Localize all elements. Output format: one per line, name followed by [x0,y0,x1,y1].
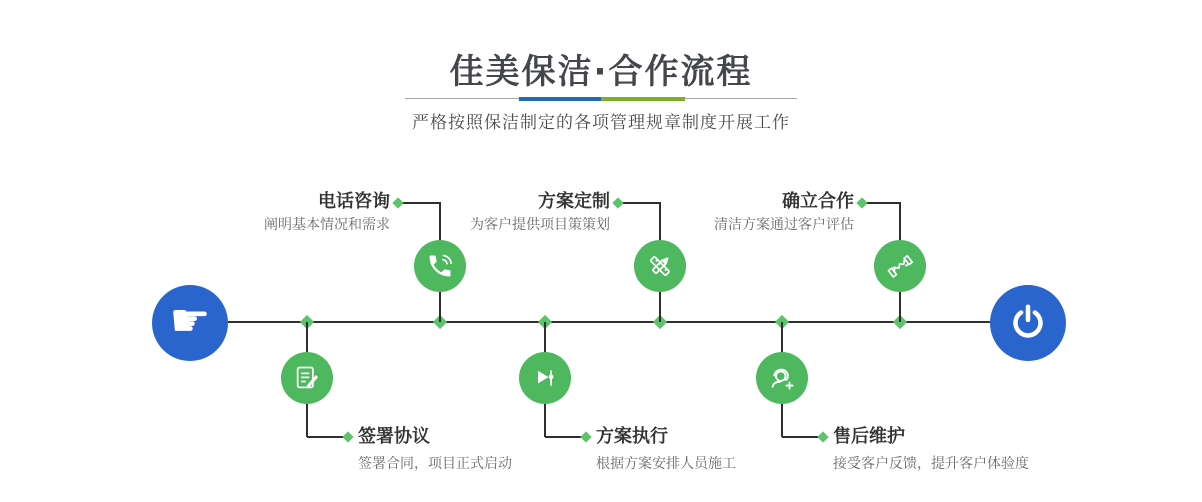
label-diamond [817,431,828,442]
step-title: 签署协议 [358,426,430,447]
step-node-contract [281,352,333,404]
connector-line [899,290,901,322]
step-title: 电话咨询 [318,191,390,212]
connector-line [782,436,820,438]
play-slider-icon [531,364,559,392]
step-desc: 接受客户反馈，提升客户体验度 [833,456,1029,472]
step-title: 确立合作 [782,191,854,212]
step-title: 方案定制 [538,191,610,212]
connector-line [618,202,660,204]
connector-line [307,436,345,438]
step-label [714,192,854,234]
connector-line [659,290,661,322]
label-diamond [612,197,623,208]
step-label [358,427,512,473]
step-label [264,192,390,234]
step-label [596,427,736,473]
step-desc: 签署合同，项目正式启动 [358,456,512,472]
step-label [833,427,1029,473]
handshake-icon [884,250,916,282]
power-icon [1008,303,1048,343]
step-desc: 阐明基本情况和需求 [264,217,390,233]
divider-green-segment [601,97,685,101]
connector-line [439,290,441,322]
label-diamond [342,431,353,442]
step-node-execute [519,352,571,404]
phone-call-icon [426,252,454,280]
headset-plus-icon [767,363,797,393]
step-desc: 根据方案安排人员施工 [596,456,736,472]
step-desc: 为客户提供项目策策划 [470,217,610,233]
step-node-aftersales [756,352,808,404]
step-label [470,192,610,234]
divider-blue-segment [519,97,601,101]
connector-line [545,436,583,438]
label-diamond [856,197,867,208]
hand-pointer-icon: ☛ [169,293,211,347]
step-node-phone [414,240,466,292]
connector-line [306,404,308,437]
title-divider [405,97,797,101]
connector-line [398,202,440,204]
label-diamond [392,197,403,208]
label-diamond [580,431,591,442]
step-node-design [634,240,686,292]
page-subtitle: 严格按照保洁制定的各项管理规章制度开展工作 [412,113,790,133]
connector-line [439,202,441,241]
connector-line [781,322,783,353]
step-title: 方案执行 [596,426,668,447]
connector-line [781,404,783,437]
step-desc: 清洁方案通过客户评估 [714,217,854,233]
connector-line [544,404,546,437]
page-title: 佳美保洁·合作流程 [449,52,753,92]
timeline-end-circle [990,285,1066,361]
connector-line [899,202,901,241]
pencil-ruler-icon [645,251,675,281]
timeline-start-circle [152,285,228,361]
step-node-cooperation [874,240,926,292]
connector-line [544,322,546,353]
timeline-line [228,321,990,323]
step-title: 售后维护 [833,426,905,447]
connector-line [306,322,308,353]
document-sign-icon [293,364,321,392]
connector-line [659,202,661,241]
